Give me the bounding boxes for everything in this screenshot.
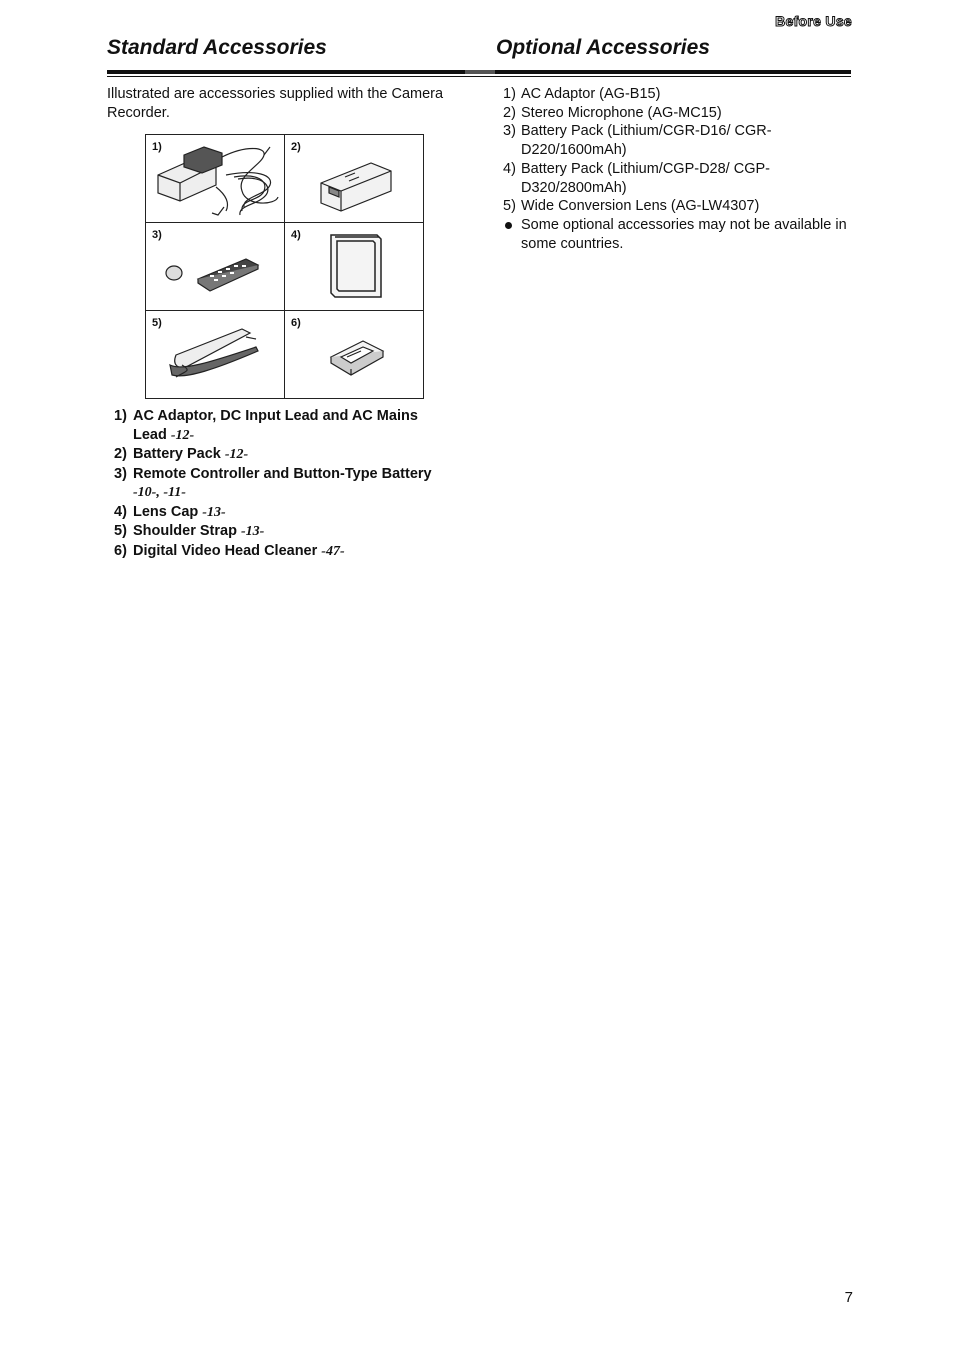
standard-accessories-list (114, 407, 454, 561)
title-rule-right (495, 70, 851, 74)
item-text: Wide Conversion Lens (AG-LW4307) (521, 198, 760, 215)
shoulder-strap-icon (146, 311, 284, 398)
title-rule-left (107, 70, 465, 74)
list-item (503, 85, 848, 104)
standard-accessories-title: Standard Accessories (107, 36, 327, 59)
list-item (114, 542, 454, 562)
list-item (114, 503, 454, 523)
list-item (114, 445, 454, 465)
page-reference: -12- (170, 427, 195, 443)
lens-cap-icon (285, 223, 423, 310)
item-text: Digital Video Head Cleaner (133, 542, 318, 559)
note-text: Some optional accessories may not be available in some countries. (521, 216, 847, 252)
item-number: 3) (503, 123, 516, 140)
item-number: 1) (114, 408, 127, 424)
title-rule-thin (107, 76, 851, 77)
standard-intro-text: Illustrated are accessories supplied with the Camera Recorder. (107, 86, 444, 121)
page-reference: -10-, -11- (133, 485, 186, 500)
grid-label: 1) (152, 141, 162, 153)
grid-label: 2) (291, 141, 301, 153)
item-text: Shoulder Strap (133, 523, 237, 539)
head-cleaner-icon (285, 311, 423, 398)
list-item (114, 522, 454, 542)
grid-label: 3) (152, 229, 162, 241)
list-item (503, 104, 848, 123)
page-number: 7 (844, 1289, 853, 1306)
page-reference: -13- (202, 504, 226, 520)
list-item (503, 160, 848, 197)
section-label: Before Use (775, 13, 852, 29)
availability-note (503, 216, 848, 253)
remote-controller-icon (146, 223, 284, 310)
item-text: AC Adaptor, DC Input Lead and AC Mains Lead (133, 408, 418, 443)
optional-accessories-title: Optional Accessories (496, 36, 710, 59)
list-item (114, 465, 454, 503)
list-item (503, 197, 848, 216)
grid-cell-head-cleaner (285, 311, 424, 399)
item-text: Battery Pack (133, 446, 221, 462)
item-number: 4) (114, 503, 127, 520)
grid-cell-battery-pack (285, 135, 424, 223)
item-number: 3) (114, 465, 127, 482)
item-text: AC Adaptor (AG-B15) (521, 86, 661, 102)
grid-cell-remote-controller (146, 223, 285, 311)
item-number: 2) (114, 446, 127, 462)
grid-cell-shoulder-strap (146, 311, 285, 399)
ac-adaptor-icon (146, 135, 284, 222)
battery-pack-icon (285, 135, 423, 222)
grid-cell-ac-adaptor (146, 135, 285, 223)
page-reference: -12- (224, 447, 249, 462)
page-reference: -13- (240, 524, 265, 539)
item-number: 2) (503, 104, 516, 121)
item-number: 4) (503, 160, 516, 177)
accessories-illustration-grid (145, 134, 424, 399)
optional-accessories-list (503, 85, 848, 253)
item-number: 5) (503, 198, 516, 215)
item-number: 6) (114, 542, 127, 559)
item-text: Stereo Microphone (AG-MC15) (521, 104, 722, 121)
item-text: Remote Controller and Button-Type Battery (133, 465, 432, 482)
item-number: 1) (503, 86, 516, 102)
item-text: Battery Pack (Lithium/CGR-D16/ CGR-D220/1600mAh) (521, 123, 772, 159)
grid-cell-lens-cap (285, 223, 424, 311)
grid-label: 5) (152, 317, 162, 329)
page-reference: -47- (321, 543, 345, 559)
item-number: 5) (114, 523, 127, 539)
grid-label: 6) (291, 317, 301, 329)
title-rule-gap (465, 70, 495, 74)
item-text: Lens Cap (133, 503, 199, 520)
bullet-icon (505, 222, 512, 229)
list-item (114, 407, 454, 445)
grid-label: 4) (291, 229, 301, 241)
item-text: Battery Pack (Lithium/CGP-D28/ CGP-D320/2800mAh) (521, 160, 770, 196)
list-item (503, 122, 848, 159)
